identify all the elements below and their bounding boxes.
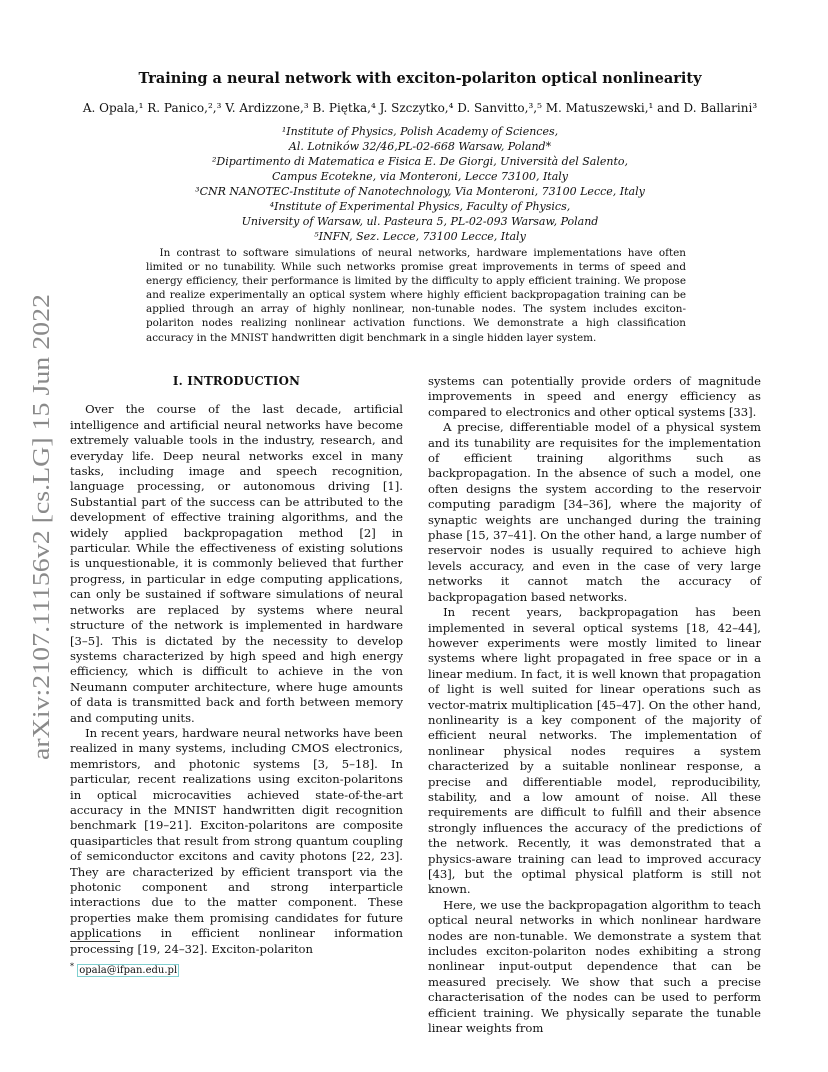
body-paragraph: systems can potentially provide orders of magnitude improvements in speed and energy efficiency as compared to electronics and other optical systems [33]. <box>428 374 761 419</box>
affiliation-line: ²Dipartimento di Matematica e Fisica E. De Giorgi, Università del Salento, <box>212 155 628 168</box>
footnote-mark: * <box>70 962 74 971</box>
author-list: A. Opala,¹ R. Panico,²,³ V. Ardizzone,³ B. Piętka,⁴ J. Szczytko,⁴ D. Sanvitto,³,⁵ M. Matuszewski,¹ and D. Ballarini³ <box>82 101 758 115</box>
affiliation-line: ¹Institute of Physics, Polish Academy of Sciences, <box>281 125 559 138</box>
arxiv-stamp <box>14 292 64 762</box>
body-paragraph: Over the course of the last decade, artificial intelligence and artificial neural networks have become extremely valuable tools in the industry, research, and everyday life. Deep neural networks excel in many tasks, including image and speech recognition, language processing, or autonomous driving [1]. Substantial part of the success can be attributed to the development of effective training algorithms, and the widely applied backpropagation method [2] in particular. While the effectiveness of existing solutions is unquestionable, it is commonly believed that further progress, in particular in edge computing applications, can only be sustained if software simulations of neural networks are replaced by systems where neural structure of the network is implemented in hardware [3–5]. This is dictated by the necessity to develop systems characterized by high speed and high energy efficiency, which is difficult to achieve in the von Neumann computer architecture, where huge amounts of data is transmitted back and forth between memory and computing units. <box>70 402 403 725</box>
left-column <box>70 374 403 957</box>
arxiv-id: arXiv:2107.11156v2 [cs.LG] 15 Jun 2022 <box>29 359 55 760</box>
body-paragraph: In recent years, hardware neural networks have been realized in many systems, including CMOS electronics, memristors, and photonic systems [3, 5–18]. In particular, recent realizations using exciton-polaritons in optical microcavities achieved state-of-the-art accuracy in the MNIST handwritten digit recognition benchmark [19–21]. Exciton-polaritons are composite quasiparticles that result from strong quantum coupling of semiconductor excitons and cavity photons [22, 23]. They are characterized by efficient transport via the photonic component and strong interparticle interactions due to the matter component. These properties make them promising candidates for future applications in efficient nonlinear information processing [19, 24–32]. Exciton-polariton <box>70 725 403 956</box>
affiliation-line: Campus Ecotekne, via Monteroni, Lecce 73100, Italy <box>271 170 569 183</box>
section-heading: I. INTRODUCTION <box>172 374 301 388</box>
affiliations <box>120 124 720 244</box>
footnote-divider <box>70 941 120 942</box>
affiliation-line: University of Warsaw, ul. Pasteura 5, PL-02-093 Warsaw, Poland <box>241 215 599 228</box>
email-link[interactable]: opala@ifpan.edu.pl <box>79 965 178 977</box>
paper-title: Training a neural network with exciton-polariton optical nonlinearity <box>138 70 702 87</box>
body-paragraph: In recent years, backpropagation has been implemented in several optical systems [18, 42–44], however experiments were mostly limited to linear systems where light propagated in free space or in a linear medium. In fact, it is well known that propagation of light is well suited for linear operations such as vector-matrix multiplication [45–47]. On the other hand, nonlinearity is a key component of the majority of efficient neural networks. The implementation of nonlinear physical nodes requires a system characterized by a suitable nonlinear response, a precise and differentiable model, reproducibility, stability, and a low amount of noise. All these requirements are difficult to fulfill and their absence strongly influences the accuracy of the predictions of the network. Recently, it was demonstrated that a physics-aware training can lead to improved accuracy [43], but the optimal physical platform is still not known. <box>428 605 761 897</box>
footnote <box>70 962 179 976</box>
right-column <box>428 374 761 1036</box>
abstract: In contrast to software simulations of neural networks, hardware implementations have often limited or no tunability. While such networks promise great improvements in terms of speed and energy efficiency, their performance is limited by the difficulty to apply efficient training. We propose and realize experimentally an optical system where highly efficient backpropagation training can be applied through an array of highly nonlinear, non-tunable nodes. The system includes exciton-polariton nodes realizing nonlinear activation functions. We demonstrate a high classification accuracy in the MNIST handwritten digit benchmark in a single hidden layer system. <box>146 247 686 344</box>
body-paragraph: A precise, differentiable model of a physical system and its tunability are requisites for the implementation of efficient training algorithms such as backpropagation. In the absence of such a model, one often designs the system according to the reservoir computing paradigm [34–36], where the majority of synaptic weights are unchanged during the training phase [15, 37–41]. On the other hand, a large number of reservoir nodes is usually required to achieve high levels accuracy, and even in the case of very large networks it cannot match the accuracy of backpropagation based networks. <box>428 420 761 604</box>
affiliation-line: ⁴Institute of Experimental Physics, Faculty of Physics, <box>269 200 571 213</box>
affiliation-line: Al. Lotników 32/46,PL-02-668 Warsaw, Poland* <box>288 140 552 153</box>
body-paragraph: Here, we use the backpropagation algorithm to teach optical neural networks in which nonlinear hardware nodes are non-tunable. We demonstrate a system that includes exciton-polariton nodes exhibiting a strong nonlinear input-output dependence that can be measured precisely. We show that such a precise characterisation of the nodes can be used to perform efficient training. We physically separate the tunable linear weights from <box>428 897 761 1036</box>
affiliation-line: ⁵INFN, Sez. Lecce, 73100 Lecce, Italy <box>314 230 526 243</box>
affiliation-line: ³CNR NANOTEC-Institute of Nanotechnology, Via Monteroni, 73100 Lecce, Italy <box>195 185 645 198</box>
